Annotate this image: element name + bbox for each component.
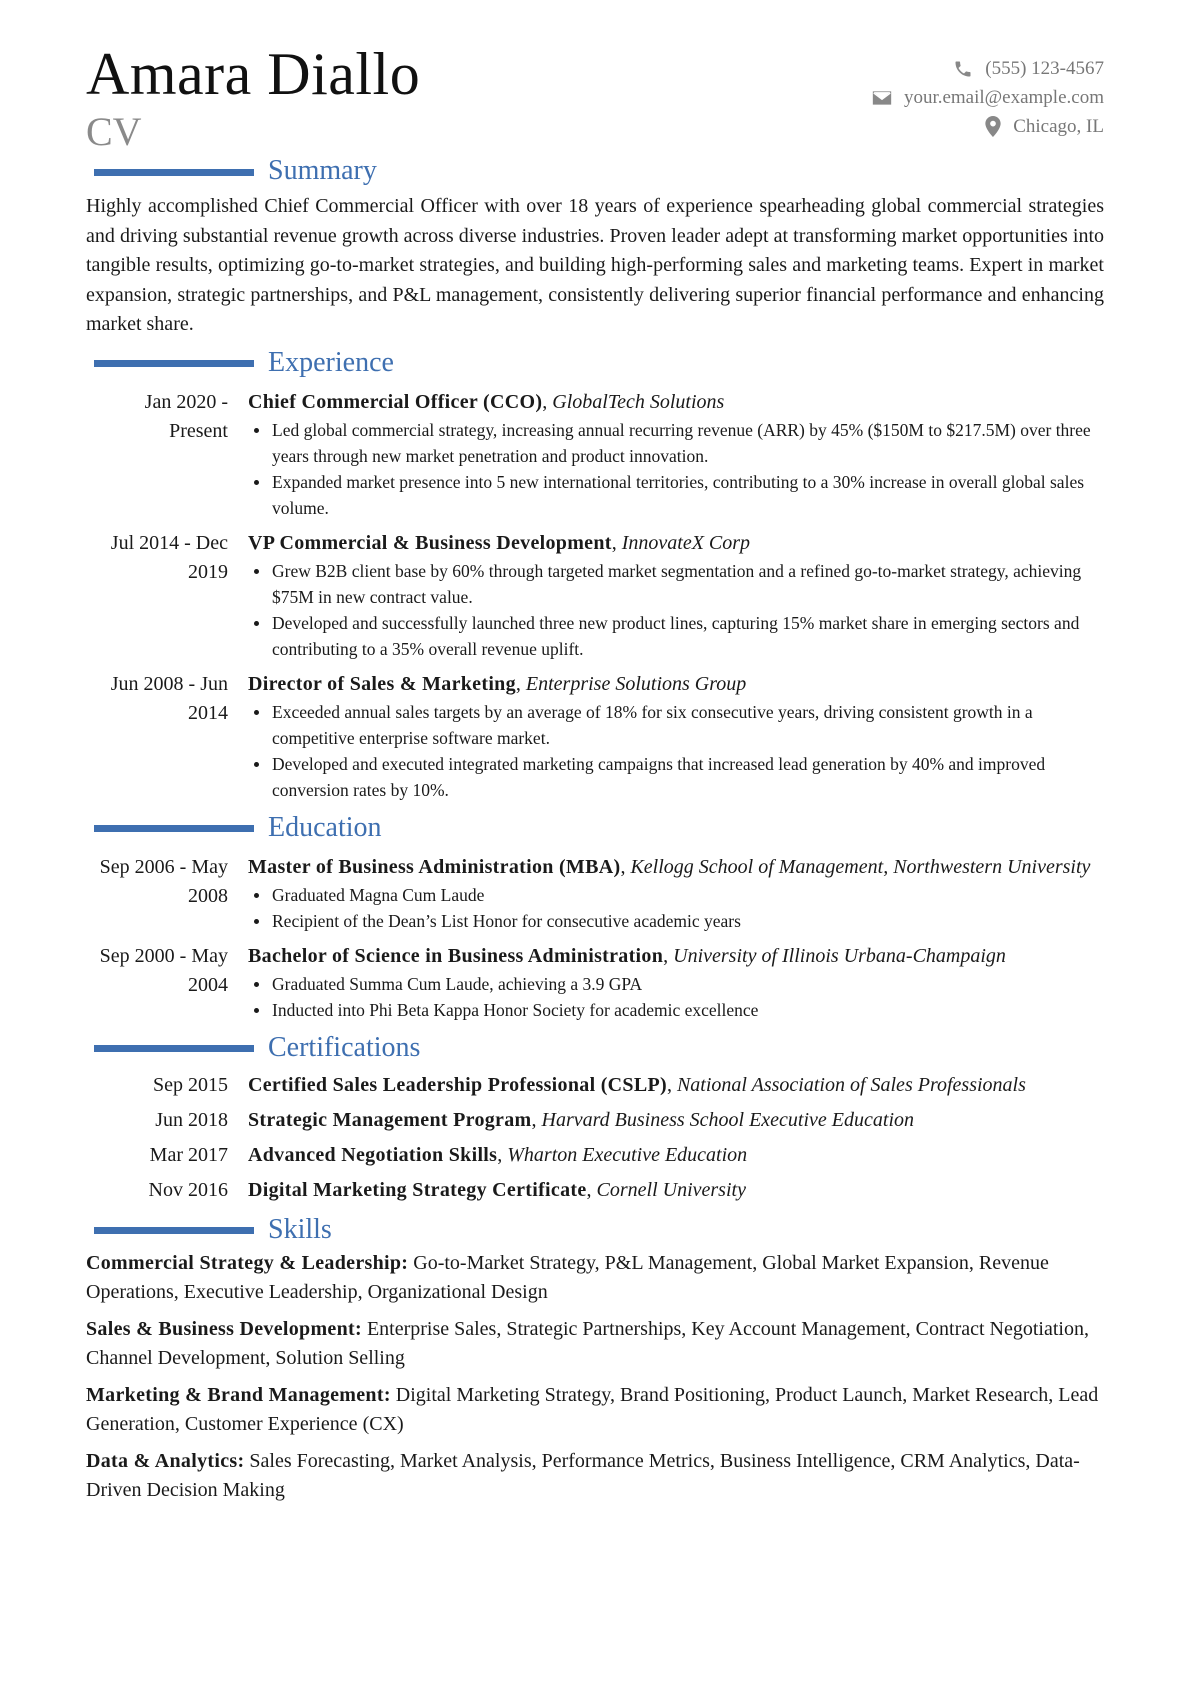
entry-date: Sep 2015 (153, 1073, 228, 1096)
job-title: Chief Commercial Officer (CCO) (248, 390, 543, 413)
list-item: Developed and successfully launched three new product lines, capturing 15% market share in emerging sectors and contributing to a 35% overall revenue uplift. (272, 610, 1104, 662)
certification-entry (86, 1106, 1104, 1135)
job-title: Director of Sales & Marketing (248, 672, 516, 695)
bullet-list (248, 882, 1104, 934)
entry-date: Mar 2017 (149, 1143, 228, 1166)
list-item: Developed and executed integrated marketing campaigns that increased lead generation by 40% and improved conversion rates by 10%. (272, 751, 1104, 803)
skill-group (86, 1381, 1104, 1439)
section-title-experience: Experience (268, 346, 394, 378)
entry-date: Jun 2018 (155, 1108, 228, 1131)
entry-heading: Master of Business Administration (MBA), Kellogg School of Management, Northwestern University (248, 855, 1091, 878)
degree-title: Bachelor of Science in Business Administration (248, 944, 664, 967)
entry-date: Nov 2016 (148, 1178, 228, 1201)
skill-items: Enterprise Sales, Strategic Partnerships, Key Account Management, Contract Negotiation, Channel Development, Solution Selling (86, 1317, 1089, 1369)
section-title-summary: Summary (268, 155, 377, 186)
skill-category: Sales & Business Development: (86, 1317, 362, 1340)
organization: GlobalTech Solutions (552, 390, 725, 413)
entry-heading: Digital Marketing Strategy Certificate, Cornell University (248, 1178, 746, 1201)
bullet-list (248, 971, 1104, 1023)
entry-date: Sep 2006 - May 2008 (99, 855, 228, 907)
entry-date: Jul 2014 - Dec 2019 (110, 531, 228, 583)
section-header-certifications (86, 1031, 1104, 1065)
entry-heading: Certified Sales Leadership Professional (CSLP), National Association of Sales Professionals (248, 1073, 1026, 1096)
certification-title: Strategic Management Program (248, 1108, 532, 1131)
bullet-list (248, 699, 1104, 803)
skill-group (86, 1447, 1104, 1505)
certification-title: Certified Sales Leadership Professional (CSLP) (248, 1073, 667, 1096)
list-item: Graduated Magna Cum Laude (272, 882, 1104, 908)
contact-phone (872, 54, 1104, 83)
institution: Kellogg School of Management, Northwestern University (630, 855, 1091, 878)
issuer: Cornell University (596, 1178, 746, 1201)
section-header-experience (86, 346, 1104, 380)
list-item: Inducted into Phi Beta Kappa Honor Society for academic excellence (272, 997, 1104, 1023)
entry-heading: Advanced Negotiation Skills, Wharton Executive Education (248, 1143, 748, 1166)
skill-category: Data & Analytics: (86, 1449, 245, 1472)
list-item: Grew B2B client base by 60% through targeted market segmentation and a refined go-to-market strategy, achieving $75M in new contract value. (272, 558, 1104, 610)
section-divider-bar (94, 360, 254, 367)
skill-items: Sales Forecasting, Market Analysis, Performance Metrics, Business Intelligence, CRM Analytics, Data-Driven Decision Making (86, 1449, 1080, 1501)
experience-entry (86, 388, 1104, 521)
list-item: Recipient of the Dean’s List Honor for consecutive academic years (272, 908, 1104, 934)
experience-entry (86, 529, 1104, 662)
section-divider-bar (94, 1045, 254, 1052)
header (86, 0, 1104, 154)
organization: Enterprise Solutions Group (525, 672, 747, 695)
skill-category: Marketing & Brand Management: (86, 1383, 391, 1406)
envelope-icon (872, 90, 892, 106)
entry-body (248, 388, 1104, 521)
list-item: Led global commercial strategy, increasing annual recurring revenue (ARR) by 45% ($150M to $217.5M) over three years through new market penetration and product innovation. (272, 417, 1104, 469)
entry-body (248, 670, 1104, 803)
entry-body (248, 529, 1104, 662)
entry-heading: Strategic Management Program, Harvard Business School Executive Education (248, 1108, 914, 1131)
section-header-education (86, 811, 1104, 845)
skill-items: Go-to-Market Strategy, P&L Management, Global Market Expansion, Revenue Operations, Executive Leadership, Organizational Design (86, 1251, 1049, 1303)
email-link[interactable]: your.email@example.com (903, 86, 1104, 108)
certification-title: Advanced Negotiation Skills (248, 1143, 498, 1166)
education-entry (86, 942, 1104, 1023)
certification-entry (86, 1141, 1104, 1170)
entry-date: Sep 2000 - May 2004 (99, 944, 228, 996)
entry-heading: Director of Sales & Marketing, Enterprise Solutions Group (248, 672, 747, 695)
document-subtitle: CV (86, 109, 142, 154)
section-divider-bar (94, 825, 254, 832)
institution: University of Illinois Urbana-Champaign (673, 944, 1006, 967)
bullet-list (248, 417, 1104, 521)
list-item: Graduated Summa Cum Laude, achieving a 3.9 GPA (272, 971, 1104, 997)
entry-body (248, 942, 1104, 1023)
skill-group (86, 1249, 1104, 1307)
entry-date: Jan 2020 - Present (144, 390, 228, 442)
certification-entry (86, 1071, 1104, 1100)
phone-icon (953, 59, 973, 79)
entry-heading: Chief Commercial Officer (CCO), GlobalTech Solutions (248, 390, 725, 413)
name: Amara Diallo (86, 41, 421, 107)
degree-title: Master of Business Administration (MBA) (248, 855, 621, 878)
entry-heading: VP Commercial & Business Development, InnovateX Corp (248, 531, 751, 554)
issuer: Harvard Business School Executive Education (541, 1108, 914, 1131)
certification-entry (86, 1176, 1104, 1205)
job-title: VP Commercial & Business Development (248, 531, 612, 554)
contact-email (872, 83, 1104, 112)
education-entry (86, 853, 1104, 934)
certification-title: Digital Marketing Strategy Certificate (248, 1178, 587, 1201)
contact-block (872, 54, 1104, 141)
section-title-education: Education (268, 811, 382, 843)
summary-text: Highly accomplished Chief Commercial Officer with over 18 years of experience spearheading global commercial strategies and driving substantial revenue growth across diverse industries. Proven leader adept at transforming market opportunities into tangible results, optimizing go-to-market strategies, and building high-performing sales and marketing teams. Expert in market expansion, strategic partnerships, and P&L management, consistently delivering superior financial performance and enhancing market share. (86, 195, 1104, 335)
phone-text: (555) 123-4567 (985, 57, 1104, 79)
issuer: Wharton Executive Education (507, 1143, 748, 1166)
skill-items: Digital Marketing Strategy, Brand Positioning, Product Launch, Market Research, Lead Generation, Customer Experience (CX) (86, 1383, 1099, 1435)
section-divider-bar (94, 169, 254, 176)
list-item: Exceeded annual sales targets by an average of 18% for six consecutive years, driving consistent growth in a competitive enterprise software market. (272, 699, 1104, 751)
experience-entry (86, 670, 1104, 803)
skill-category: Commercial Strategy & Leadership: (86, 1251, 409, 1274)
contact-location (872, 112, 1104, 141)
location-text: Chicago, IL (1013, 115, 1104, 137)
map-pin-icon (985, 116, 1001, 137)
issuer: National Association of Sales Professionals (676, 1073, 1026, 1096)
section-header-skills (86, 1213, 1104, 1247)
section-header-summary (86, 154, 1104, 188)
organization: InnovateX Corp (621, 531, 751, 554)
entry-heading: Bachelor of Science in Business Administration, University of Illinois Urbana-Champaign (248, 944, 1006, 967)
section-divider-bar (94, 1227, 254, 1234)
list-item: Expanded market presence into 5 new international territories, contributing to a 30% increase in overall global sales volume. (272, 469, 1104, 521)
entry-body (248, 853, 1104, 934)
skill-group (86, 1315, 1104, 1373)
section-title-skills: Skills (268, 1213, 332, 1245)
bullet-list (248, 558, 1104, 662)
section-title-certifications: Certifications (268, 1031, 421, 1063)
entry-date: Jun 2008 - Jun 2014 (110, 672, 228, 724)
